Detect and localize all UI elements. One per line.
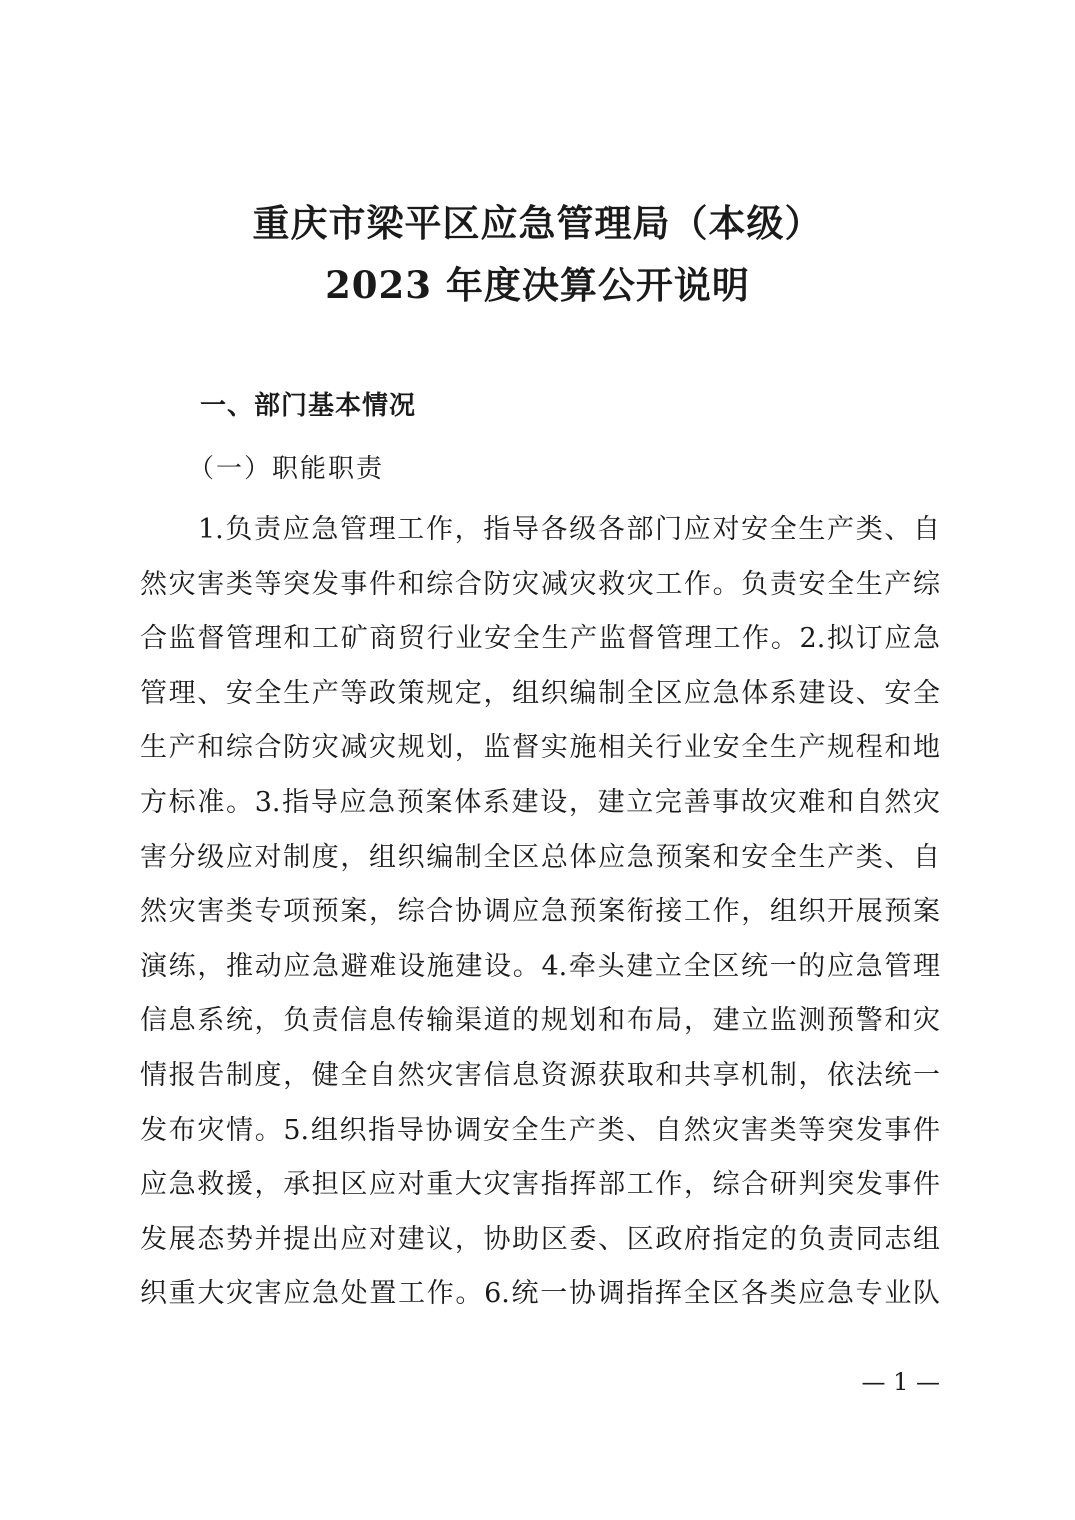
body-line: 织重大灾害应急处置工作。6.统一协调指挥全区各类应急专业队 bbox=[140, 1278, 940, 1310]
document-title bbox=[0, 192, 1075, 316]
body-line: 演练，推动应急避难设施建设。4.牵头建立全区统一的应急管理 bbox=[140, 950, 940, 982]
body-line: 合监督管理和工矿商贸行业安全生产监督管理工作。2.拟订应急 bbox=[140, 623, 940, 655]
page-number: — 1 — bbox=[861, 1368, 940, 1396]
title-line-1: 重庆市梁平区应急管理局（本级） bbox=[252, 201, 823, 245]
body-line: 发布灾情。5.组织指导协调安全生产类、自然灾害类等突发事件 bbox=[140, 1114, 940, 1146]
title-line-2: 2023 年度决算公开说明 bbox=[325, 263, 750, 307]
body-line: 然灾害类等突发事件和综合防灾减灾救灾工作。负责安全生产综 bbox=[140, 568, 940, 600]
body-line: 应急救援，承担区应对重大灾害指挥部工作，综合研判突发事件 bbox=[140, 1169, 940, 1201]
body-line: 害分级应对制度，组织编制全区总体应急预案和安全生产类、自 bbox=[140, 841, 940, 873]
body-line: 然灾害类专项预案，综合协调应急预案衔接工作，组织开展预案 bbox=[140, 896, 940, 928]
subsection-heading: （一）职能职责 bbox=[188, 454, 385, 484]
body-line: 信息系统，负责信息传输渠道的规划和布局，建立监测预警和灾 bbox=[140, 1005, 940, 1037]
body-line: 方标准。3.指导应急预案体系建设，建立完善事故灾难和自然灾 bbox=[140, 786, 940, 818]
body-line: 生产和综合防灾减灾规划，监督实施相关行业安全生产规程和地 bbox=[140, 732, 940, 764]
body-paragraph bbox=[140, 503, 940, 1322]
body-line: 情报告制度，健全自然灾害信息资源获取和共享机制，依法统一 bbox=[140, 1059, 940, 1091]
body-line: 1.负责应急管理工作，指导各级各部门应对安全生产类、自 bbox=[198, 514, 940, 545]
section-heading: 一、部门基本情况 bbox=[200, 391, 417, 421]
body-line: 管理、安全生产等政策规定，组织编制全区应急体系建设、安全 bbox=[140, 677, 940, 709]
body-line: 发展态势并提出应对建议，协助区委、区政府指定的负责同志组 bbox=[140, 1223, 940, 1255]
